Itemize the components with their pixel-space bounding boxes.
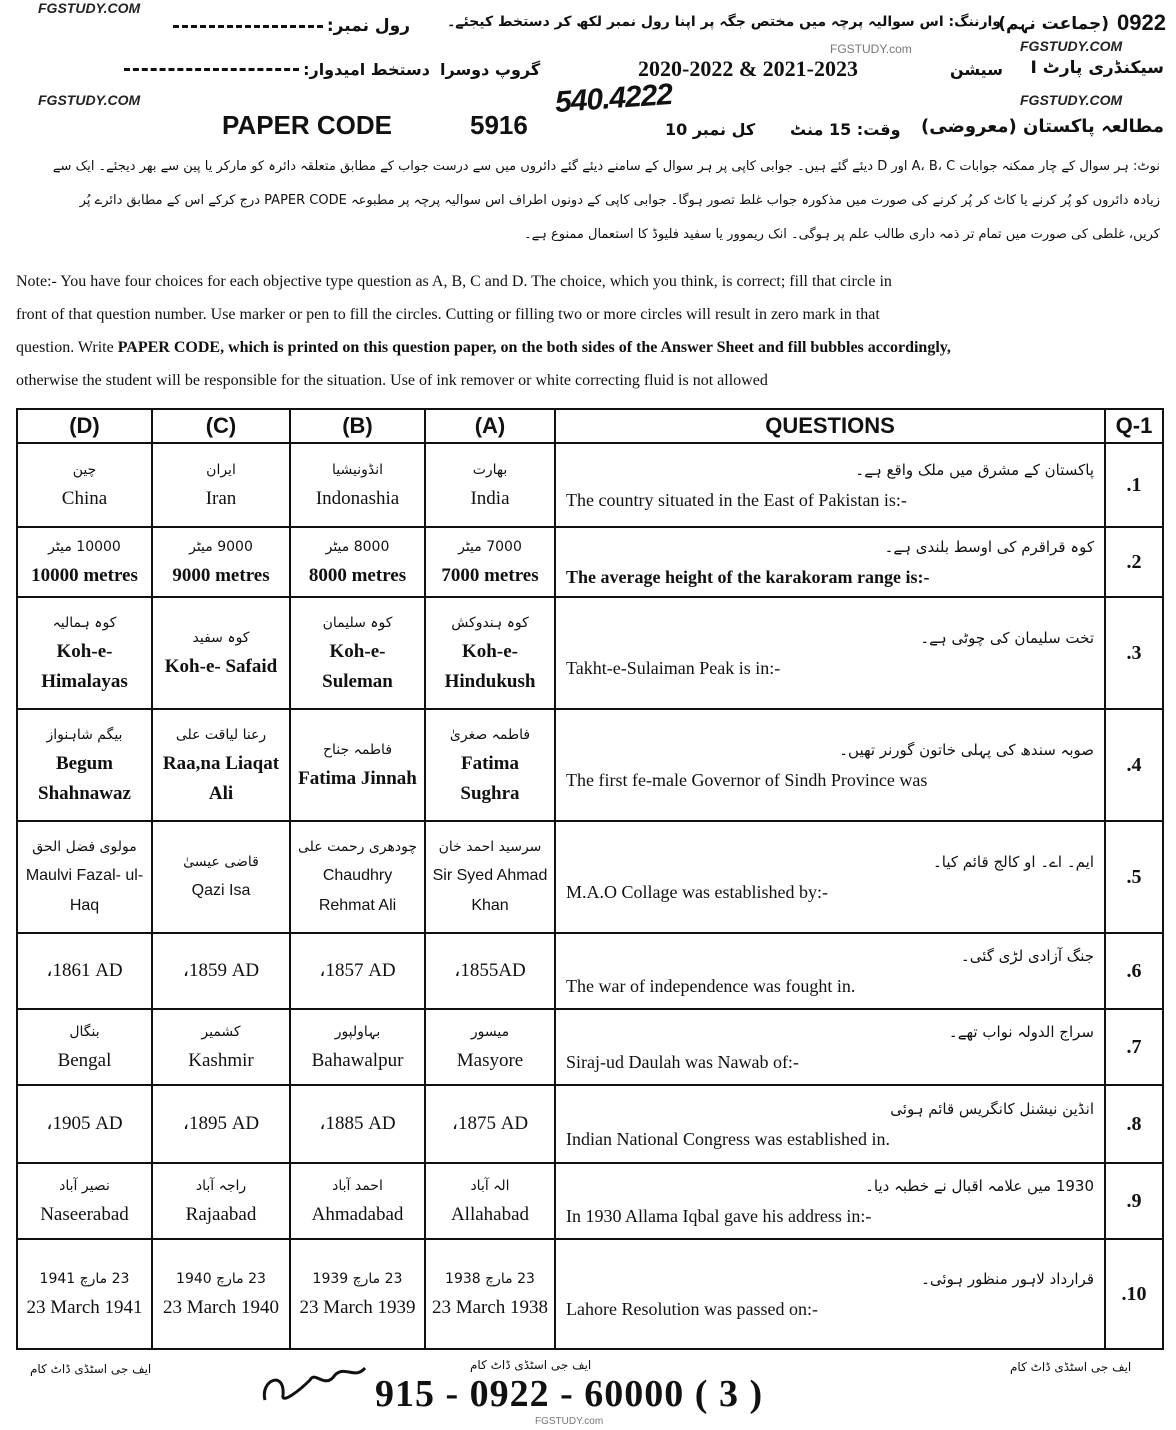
question-urdu-text: انڈین نیشنل کانگریس قائم ہوئی [890, 1100, 1094, 1118]
option-urdu-text: 10000 میٹر [48, 539, 121, 555]
question-number: .7 [1105, 1009, 1163, 1085]
option-c-cell [152, 443, 290, 527]
table-header-row [17, 409, 1163, 443]
urdu-instruction-line: نوٹ: ہر سوال کے چار ممکنہ جوابات A، B، C اور D دیئے گئے ہیں۔ جوابی کاپی پر ہر سوال کے سامنے دیئے گئے دائروں میں سے درست جواب کے مطابق متعلقہ دائرہ کو مارکر یا پین سے بھر دیجئے۔ ایک سے [52, 159, 1160, 174]
question-number: .8 [1105, 1085, 1163, 1163]
option-c-cell [152, 1085, 290, 1163]
option-urdu-text: 23 مارچ 1940 [176, 1271, 266, 1287]
urdu-instruction-line: زیادہ دائروں کو پُر کرنے یا کاٹ کر پُر کرنے کی صورت میں مذکورہ جواب غلط تصور ہوگا۔ جوابی کاپی کے دونوں اطراف اس سوالیہ پرچہ پر مطبوعہ PAPER CODE درج کرکے اس کے مطابق دائرے پُر [79, 193, 1160, 208]
option-english-text: Raa,na Liaqat Ali [162, 753, 280, 804]
option-c-cell [152, 1239, 290, 1349]
option-a-cell [425, 1085, 555, 1163]
english-instruction-bold: PAPER CODE, which is printed on this question paper, on the both sides of the Answer Sheet and fill bubbles accordingly, [117, 339, 951, 356]
paper-code-label: PAPER CODE [222, 110, 392, 140]
option-urdu-text: 23 مارچ 1938 [445, 1271, 535, 1287]
option-urdu-text: کوہ ہمالیہ [52, 615, 117, 631]
option-urdu-text: کوہ ہندوکش [451, 615, 529, 631]
option-english-text: Qazi Isa [191, 882, 251, 899]
option-english-text: 23 March 1938 [431, 1297, 549, 1318]
option-urdu-text: فاطمہ جناح [322, 742, 393, 758]
option-a-cell [425, 1239, 555, 1349]
option-english-text: Ahmadabad [311, 1204, 404, 1225]
question-text-cell [555, 597, 1105, 709]
question-urdu-text: پاکستان کے مشرق میں ملک واقع ہے۔ [855, 461, 1094, 479]
option-urdu-text: 23 مارچ 1941 [39, 1271, 130, 1287]
option-b-cell [290, 597, 425, 709]
option-urdu-text: مولوی فضل الحق [32, 839, 137, 855]
footer-urdu-watermark-left: ایف جی اسٹڈی ڈاٹ کام [30, 1362, 152, 1376]
option-urdu-text: بیگم شاہنواز [46, 727, 123, 743]
table-row [17, 1239, 1163, 1349]
option-english-text: Begum Shahnawaz [38, 753, 131, 804]
question-english-text: The country situated in the East of Pakistan is:- [566, 490, 907, 510]
footer-urdu-watermark-center: ایف جی اسٹڈی ڈاٹ کام [470, 1358, 592, 1372]
question-text-cell [555, 1085, 1105, 1163]
question-urdu-text: قرارداد لاہور منظور ہوئی۔ [921, 1270, 1094, 1288]
watermark-top-left: FGSTUDY.COM [38, 0, 141, 16]
english-instruction-line [16, 331, 1166, 364]
roll-number-label: رول نمبر: [326, 16, 410, 36]
roll-number-field[interactable] [110, 16, 410, 36]
question-urdu-text: 1930 میں علامہ اقبال نے خطبہ دیا۔ [865, 1177, 1094, 1195]
signature-label: دستخط امیدوار: [303, 60, 430, 79]
option-english-text: Kashmir [188, 1050, 254, 1071]
option-urdu-text: ایران [206, 462, 236, 478]
question-text-cell [555, 821, 1105, 933]
question-text-cell [555, 443, 1105, 527]
question-urdu-text: جنگ آزادی لڑی گئی۔ [960, 947, 1094, 965]
english-instruction-prefix: question. Write [16, 339, 118, 356]
watermark-footer-bottom: FGSTUDY.com [535, 1416, 604, 1427]
paper-code-value: 5916 [470, 110, 528, 140]
option-urdu-text: فاطمہ صغریٰ [449, 727, 531, 743]
english-instruction-line: front of that question number. Use marker or pen to fill the circles. Cutting or filling two or more circles will result in zero mark in that [16, 306, 880, 323]
table-row [17, 821, 1163, 933]
option-english-text: Bengal [57, 1050, 112, 1071]
question-number: .6 [1105, 933, 1163, 1009]
table-row [17, 1009, 1163, 1085]
option-english-text: 23 March 1940 [162, 1297, 280, 1318]
option-english-text: 8000 metres [308, 565, 407, 586]
urdu-instruction-line: کریں، غلطی کی صورت میں تمام تر ذمہ داری طالب علم پر ہوگی۔ انک ریموور یا سفید فلیوڈ کا استعمال ممنوع ہے۔ [524, 227, 1160, 242]
header-q-label: Q-1 [1105, 409, 1163, 443]
option-b-cell [290, 443, 425, 527]
option-a-cell [425, 821, 555, 933]
english-instruction-line: otherwise the student will be responsible for the situation. Use of ink remover or white correcting fluid is not allowed [16, 372, 768, 389]
option-b-cell [290, 1163, 425, 1239]
option-a-cell [425, 1009, 555, 1085]
question-text-cell [555, 1009, 1105, 1085]
option-d-cell [17, 821, 152, 933]
question-english-text: The average height of the karakoram range is:- [566, 567, 930, 587]
option-d-cell [17, 1163, 152, 1239]
option-english-text: Fatima Sughra [460, 753, 520, 804]
option-d-cell [17, 1009, 152, 1085]
english-instruction-line: Note:- You have four choices for each objective type question as A, B, C and D. The choice, which you think, is correct; fill that circle in [16, 273, 892, 290]
option-d-cell [17, 597, 152, 709]
question-urdu-text: ایم۔ اے۔ او کالج قائم کیا۔ [932, 853, 1094, 871]
option-urdu-text: کوہ سفید [192, 630, 250, 646]
option-urdu-text: نصیر آباد [59, 1178, 110, 1194]
option-urdu-text: 9000 میٹر [189, 539, 253, 555]
option-english-text: Iran [205, 488, 237, 509]
header-questions: QUESTIONS [555, 409, 1105, 443]
footer-code: 915 - 0922 - 60000 ( 3 ) [375, 1373, 764, 1415]
question-urdu-text: صوبہ سندھ کی پہلی خاتون گورنر تھیں۔ [839, 741, 1094, 759]
option-english-text: Sir Syed Ahmad Khan [432, 867, 548, 914]
english-instructions [16, 265, 1166, 397]
option-urdu-text: بھارت [472, 462, 508, 478]
table-row [17, 933, 1163, 1009]
handwritten-mark: 540.4222 [553, 77, 674, 120]
question-english-text: Takht-e-Sulaiman Peak is in:- [566, 658, 781, 678]
level-label: سیکنڈری پارٹ I [1030, 58, 1164, 78]
option-english-text: Chaudhry Rehmat Ali [318, 867, 397, 914]
option-english-text: Koh-e- Himalayas [41, 641, 128, 692]
header-option-c: (C) [152, 409, 290, 443]
option-english-text: India [470, 488, 510, 509]
option-a-cell [425, 597, 555, 709]
question-english-text: Siraj-ud Daulah was Nawab of:- [566, 1052, 799, 1072]
option-a-cell [425, 527, 555, 597]
examiner-signature-icon [255, 1360, 375, 1410]
option-english-text: ،1859 AD [182, 960, 260, 981]
option-b-cell [290, 933, 425, 1009]
watermark-top-right: FGSTUDY.COM [1020, 38, 1123, 54]
option-d-cell [17, 1085, 152, 1163]
question-english-text: Lahore Resolution was passed on:- [566, 1299, 818, 1319]
question-english-text: In 1930 Allama Iqbal gave his address in:- [566, 1206, 872, 1226]
question-number: .4 [1105, 709, 1163, 821]
option-english-text: ،1861 AD [46, 960, 123, 981]
option-b-cell [290, 709, 425, 821]
option-urdu-text: راجہ آباد [195, 1178, 247, 1194]
session-label: سیشن [950, 60, 1003, 79]
question-number: .2 [1105, 527, 1163, 597]
option-english-text: Maulvi Fazal- ul-Haq [25, 867, 144, 914]
option-a-cell [425, 709, 555, 821]
option-english-text: ،1895 AD [182, 1113, 260, 1134]
total-marks-label: کل نمبر 10 [665, 120, 756, 139]
option-urdu-text: قاضی عیسیٰ [183, 854, 259, 870]
question-text-cell [555, 933, 1105, 1009]
option-english-text: Rajaabad [185, 1204, 257, 1225]
time-label: وقت: 15 منٹ [790, 120, 901, 139]
option-english-text: 9000 metres [172, 565, 270, 586]
question-urdu-text: کوہ قراقرم کی اوسط بلندی ہے۔ [884, 538, 1094, 556]
question-number: .3 [1105, 597, 1163, 709]
option-d-cell [17, 1239, 152, 1349]
table-row [17, 709, 1163, 821]
question-number: .5 [1105, 821, 1163, 933]
option-english-text: Koh-e- Hindukush [444, 641, 536, 692]
option-english-text: ،1875 AD [451, 1113, 529, 1134]
signature-field[interactable] [85, 60, 430, 79]
option-urdu-text: 8000 میٹر [325, 539, 390, 555]
question-number: .1 [1105, 443, 1163, 527]
option-english-text: ،1857 AD [319, 960, 396, 981]
option-urdu-text: کشمیر [201, 1024, 241, 1040]
option-english-text: 23 March 1941 [26, 1297, 143, 1318]
option-c-cell [152, 1163, 290, 1239]
roll-number-line [173, 25, 323, 28]
option-english-text: 7000 metres [441, 565, 539, 586]
option-c-cell [152, 1009, 290, 1085]
question-english-text: Indian National Congress was established in. [566, 1129, 890, 1149]
option-d-cell [17, 709, 152, 821]
watermark-mid-left: FGSTUDY.COM [38, 92, 141, 108]
option-urdu-text: الہ آباد [470, 1178, 510, 1194]
question-text-cell [555, 1163, 1105, 1239]
watermark-right-mid: FGSTUDY.COM [1020, 92, 1123, 108]
question-english-text: The war of independence was fought in. [566, 976, 856, 996]
option-urdu-text: 23 مارچ 1939 [312, 1271, 403, 1287]
class-code: 0922 [1117, 10, 1166, 35]
question-number: .10 [1105, 1239, 1163, 1349]
class-label: (جماعت نہم) [998, 13, 1110, 34]
option-english-text: Koh-e- Safaid [164, 656, 278, 677]
option-b-cell [290, 1009, 425, 1085]
session-years: 2020-2022 & 2021-2023 [638, 56, 858, 81]
option-urdu-text: بہاولپور [334, 1024, 381, 1040]
option-urdu-text: 7000 میٹر [458, 539, 522, 555]
option-english-text: Allahabad [450, 1204, 530, 1225]
header-option-d: (D) [17, 409, 152, 443]
option-a-cell [425, 1163, 555, 1239]
option-urdu-text: چودھری رحمت علی [298, 839, 417, 855]
question-text-cell [555, 527, 1105, 597]
header-option-a: (A) [425, 409, 555, 443]
option-english-text: 23 March 1939 [299, 1297, 416, 1318]
option-english-text: China [61, 488, 108, 509]
subject-label: مطالعہ پاکستان (معروضی) [921, 116, 1164, 137]
option-english-text: ،1885 AD [319, 1113, 396, 1134]
option-urdu-text: میسور [470, 1024, 510, 1040]
table-row [17, 443, 1163, 527]
option-b-cell [290, 1085, 425, 1163]
option-english-text: Naseerabad [40, 1204, 129, 1225]
option-english-text: Fatima Jinnah [298, 768, 417, 789]
table-row [17, 527, 1163, 597]
signature-line [124, 68, 299, 71]
group-label: گروپ دوسرا [440, 60, 541, 79]
table-row [17, 1163, 1163, 1239]
option-urdu-text: کوہ سلیمان [322, 615, 393, 631]
option-urdu-text: احمد آباد [332, 1178, 383, 1194]
option-urdu-text: انڈونیشیا [332, 462, 383, 478]
option-b-cell [290, 527, 425, 597]
option-b-cell [290, 821, 425, 933]
option-urdu-text: بنگال [69, 1024, 100, 1040]
option-c-cell [152, 933, 290, 1009]
option-urdu-text: رعنا لیاقت علی [175, 727, 267, 743]
option-english-text: ،1855AD [454, 960, 526, 981]
option-c-cell [152, 597, 290, 709]
option-d-cell [17, 527, 152, 597]
option-english-text: Bahawalpur [311, 1050, 404, 1071]
option-urdu-text: سرسید احمد خان [438, 839, 542, 855]
question-urdu-text: سراج الدولہ نواب تھے۔ [948, 1023, 1094, 1041]
table-row [17, 1085, 1163, 1163]
questions-table [16, 408, 1164, 1350]
question-urdu-text: تخت سلیمان کی چوٹی ہے۔ [920, 629, 1094, 647]
option-a-cell [425, 933, 555, 1009]
header-option-b: (B) [290, 409, 425, 443]
urdu-instructions [16, 150, 1160, 252]
table-row [17, 597, 1163, 709]
option-urdu-text: چین [72, 462, 97, 478]
watermark-header-center: FGSTUDY.com [830, 42, 912, 56]
option-d-cell [17, 933, 152, 1009]
footer-urdu-watermark-right: ایف جی اسٹڈی ڈاٹ کام [1010, 1360, 1132, 1374]
option-b-cell [290, 1239, 425, 1349]
warning-text: وارننگ: اس سوالیہ پرچہ میں مختص جگہ پر اپنا رول نمبر لکھ کر دستخط کیجئے۔ [447, 14, 1001, 30]
option-c-cell [152, 709, 290, 821]
option-c-cell [152, 527, 290, 597]
question-english-text: The first fe-male Governor of Sindh Province was [566, 770, 928, 790]
option-english-text: Indonashia [315, 488, 400, 509]
question-english-text: M.A.O Collage was established by:- [566, 882, 828, 902]
question-text-cell [555, 1239, 1105, 1349]
question-number: .9 [1105, 1163, 1163, 1239]
question-text-cell [555, 709, 1105, 821]
option-english-text: ،1905 AD [46, 1113, 123, 1134]
option-a-cell [425, 443, 555, 527]
option-english-text: Masyore [456, 1050, 524, 1071]
option-c-cell [152, 821, 290, 933]
option-english-text: Koh-e- Suleman [322, 641, 393, 692]
option-english-text: 10000 metres [31, 565, 138, 586]
option-d-cell [17, 443, 152, 527]
header-class-row [998, 10, 1166, 36]
